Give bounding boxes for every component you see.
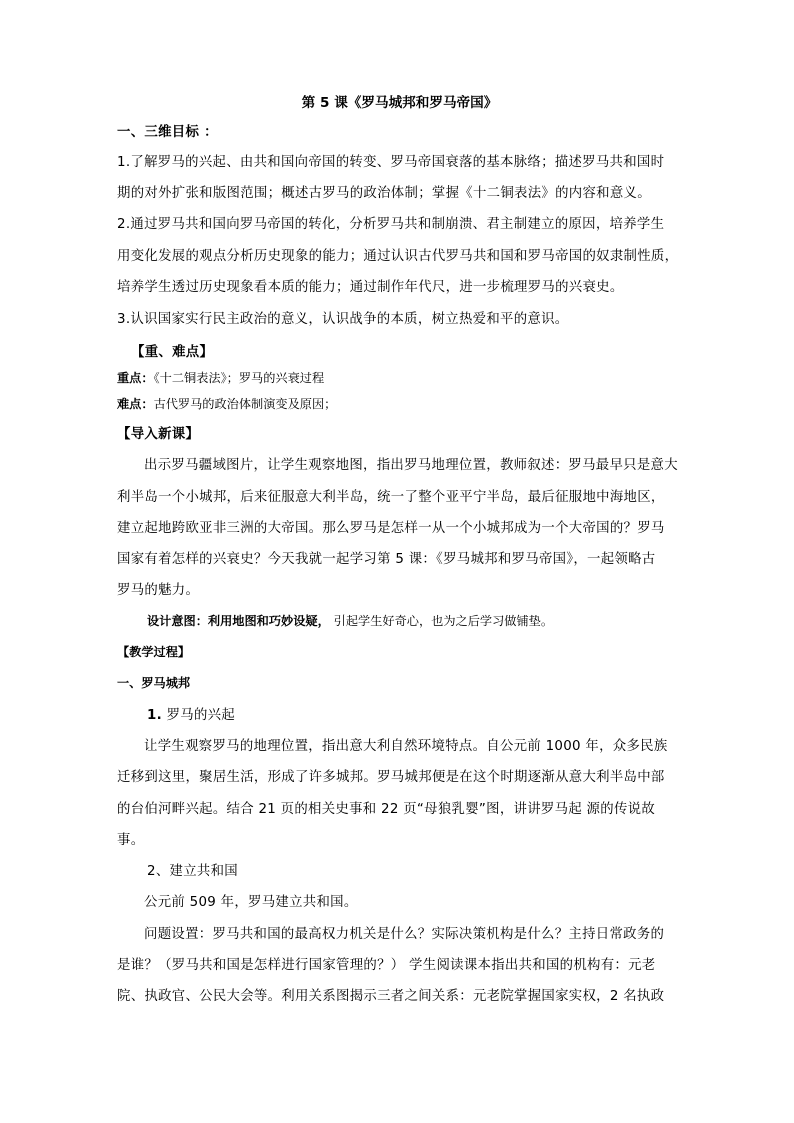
rise-line-2: 迁移到这里，聚居生活，形成了许多城邦。罗马城邦便是在这个时期逐渐从意大利半岛中部 (117, 770, 665, 785)
intro-line-1: 出示罗马疆域图片，让学生观察地图，指出罗马地理位置，教师叙述：罗马最早只是意大 (144, 458, 678, 473)
goals-heading: 一、三维目标 ： (117, 125, 218, 140)
difficulty-row (117, 398, 682, 410)
key-point-label: 重点： (117, 371, 154, 385)
key-point-text: 《十二铜表法》；罗马的兴衰过程 (153, 371, 325, 385)
republic-line-1: 公元前 509 年，罗马建立共和国。 (144, 895, 358, 910)
intro-line-2: 利半岛一个小城邦，后来征服意大利半岛，统一了整个亚平宁半岛，最后征服地中海地区， (117, 490, 665, 505)
rise-line-4: 事。 (117, 833, 145, 848)
intro-line-4: 国家有着怎样的兴衰史？今天我就一起学习第 5 课：《罗马城邦和罗马帝国》，一起领略古 (117, 552, 656, 567)
republic-line-2: 问题设置：罗马共和国的最高权力机关是什么？实际决策机构是什么？主持日常政务的 (144, 927, 665, 942)
subsection-1-number: 1. (147, 708, 163, 723)
page-title: 第 5 课《罗马城邦和罗马帝国》 (301, 95, 498, 111)
republic-line-3: 是谁？（罗马共和国是怎样进行国家管理的？） 学生阅读课本指出共和国的机构有：元老 (117, 958, 656, 973)
subsection-2-heading: 2、建立共和国 (147, 864, 238, 879)
part-1-heading: 一、罗马城邦 (117, 676, 191, 690)
intro-line-5: 罗马的魅力。 (117, 583, 200, 598)
design-intent-label: 设计意图：利用地图和巧妙设疑， (147, 614, 330, 628)
goal-2-line-3: 培养学生透过历史现象看本质的能力；通过制作年代尺，进一步梳理罗马的兴衰史。 (117, 280, 624, 295)
goal-1-line-1: 1.了解罗马的兴起、由共和国向帝国的转变、罗马帝国衰落的基本脉络；描述罗马共和国时 (117, 155, 665, 170)
subsection-1-title: 罗马的兴起 (162, 708, 236, 723)
key-point-row (117, 372, 682, 384)
intro-heading: 【导入新课】 (117, 427, 200, 442)
goal-2-line-2: 用变化发展的观点分析历史现象的能力；通过认识古代罗马共和国和罗马帝国的奴隶制性质， (117, 249, 679, 264)
republic-line-4: 院、执政官、公民大会等。利用关系图揭示三者之间关系：元老院掌握国家实权，2 名执政 (117, 989, 665, 1004)
rise-line-3: 的台伯河畔兴起。结合 21 页的相关史事和 22 页“母狼乳婴”图，讲讲罗马起 源的传说故 (117, 802, 656, 817)
difficulty-text: 古代罗马的政治体制演变及原因； (153, 397, 337, 411)
process-heading: 【教学过程】 (117, 645, 191, 659)
design-intent-text: 引起学生好奇心，也为之后学习做铺垫。 (329, 614, 554, 628)
rise-line-1: 让学生观察罗马的地理位置，指出意大利自然环境特点。自公元前 1000 年，众多民族 (144, 739, 668, 754)
difficulty-label: 难点： (117, 397, 154, 411)
key-points-heading: 【重、难点】 (131, 345, 214, 360)
goal-2-line-1: 2.通过罗马共和国向罗马帝国的转化，分析罗马共和制崩溃、君主制建立的原因，培养学生 (117, 217, 665, 232)
goal-3: 3.认识国家实行民主政治的意义，认识战争的本质，树立热爱和平的意识。 (117, 312, 569, 327)
goal-1-line-2: 期的对外扩张和版图范围；概述古罗马的政治体制；掌握《十二铜表法》的内容和意义。 (117, 186, 651, 201)
subsection-1-heading (117, 709, 712, 722)
intro-line-3: 建立起地跨欧亚非三洲的大帝国。那么罗马是怎样一从一个小城邦成为一个大帝国的？罗马 (117, 521, 665, 536)
design-intent-row (117, 615, 712, 627)
